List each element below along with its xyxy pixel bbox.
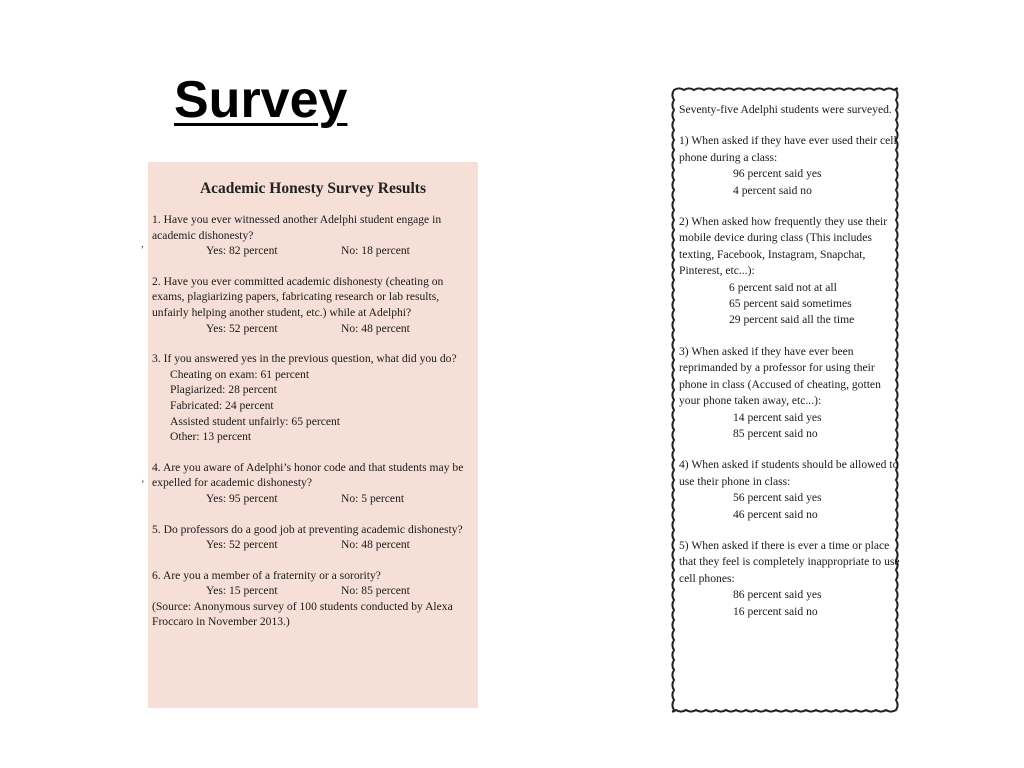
survey-question-6 [152, 568, 474, 599]
answer-line: 6 percent said not at all [729, 280, 837, 294]
question-text: 4) When asked if students should be allowed to use their phone in class: [679, 458, 899, 488]
question-text: 4. Are you aware of Adelphi’s honor code and that students may be expelled for academic dishonesty? [152, 460, 464, 490]
answer-line: 96 percent said yes [733, 167, 822, 181]
cell-phone-survey-clipping [666, 82, 904, 718]
intro: Seventy-five Adelphi students were surveyed. [679, 103, 892, 116]
question-text: 2. Have you ever committed academic dishonesty (cheating on exams, plagiarizing papers, fabricating research or lab results, unfairly helping another student, etc.) while at Adelphi? [152, 274, 444, 319]
answer-item: Fabricated: 24 percent [170, 398, 274, 412]
answer-line: 16 percent said no [733, 604, 818, 618]
answer-line: 4 percent said no [733, 183, 812, 197]
survey-question-5 [152, 522, 474, 553]
yes-result: Yes: 95 percent [206, 491, 278, 505]
question-text: 5. Do professors do a good job at preventing academic dishonesty? [152, 522, 463, 536]
no-result: No: 48 percent [341, 321, 410, 335]
phone-question-5 [679, 538, 901, 620]
answer-line: 14 percent said yes [733, 410, 822, 424]
answer-item: Plagiarized: 28 percent [170, 383, 277, 397]
question-text: 1) When asked if they have ever used their cell phone during a class: [679, 134, 897, 164]
answer-line: 85 percent said no [733, 426, 818, 440]
answer-item: Assisted student unfairly: 65 percent [170, 414, 341, 428]
yes-result: Yes: 82 percent [206, 244, 278, 258]
no-result: No: 5 percent [341, 491, 405, 505]
intro-text [679, 102, 901, 118]
answer-item: Other: 13 percent [170, 430, 252, 444]
phone-question-2 [679, 214, 901, 329]
academic-honesty-clipping [148, 162, 478, 708]
question-text: 3) When asked if they have ever been reprimanded by a professor for using their phone in class (Accused of cheating, gotten your phone taken away, etc...): [679, 344, 881, 408]
source-note: (Source: Anonymous survey of 100 students conducted by Alexa Froccaro in November 2013.) [152, 599, 453, 629]
answer-line: 29 percent said all the time [729, 313, 855, 327]
question-text: 3. If you answered yes in the previous question, what did you do? [152, 352, 457, 366]
question-text: 2) When asked how frequently they use their mobile device during class (This includes texting, Facebook, Instagram, Snapchat, Pinterest, etc...): [679, 215, 888, 278]
yes-result: Yes: 52 percent [206, 321, 278, 335]
answer-item: Cheating on exam: 61 percent [170, 367, 310, 381]
answer-line: 86 percent said yes [733, 588, 822, 602]
question-text: 1. Have you ever witnessed another Adelphi student engage in academic dishonesty? [152, 213, 442, 242]
yes-result: Yes: 15 percent [206, 584, 278, 598]
answer-line: 56 percent said yes [733, 491, 822, 505]
answer-line: 46 percent said no [733, 507, 818, 521]
question-text: 5) When asked if there is ever a time or place that they feel is completely inappropriate to use cell phones: [679, 538, 900, 585]
phone-question-3 [679, 344, 901, 442]
no-result: No: 18 percent [341, 244, 410, 258]
survey-question-2 [152, 274, 474, 336]
answer-line: 65 percent said sometimes [729, 297, 852, 311]
stray-mark: , [141, 238, 144, 250]
no-result: No: 85 percent [341, 584, 410, 598]
phone-question-4 [679, 457, 901, 523]
no-result: No: 48 percent [341, 538, 410, 552]
stray-mark: ‘ [141, 478, 145, 490]
survey-question-4 [152, 460, 474, 507]
question-text: 6. Are you a member of a fraternity or a sorority? [152, 568, 381, 582]
slide-title: Survey [174, 71, 348, 129]
yes-result: Yes: 52 percent [206, 538, 278, 552]
clipping-heading: Academic Honesty Survey Results [199, 180, 427, 197]
phone-question-1 [679, 133, 901, 199]
survey-question-3 [152, 351, 474, 445]
survey-question-1 [152, 212, 474, 259]
